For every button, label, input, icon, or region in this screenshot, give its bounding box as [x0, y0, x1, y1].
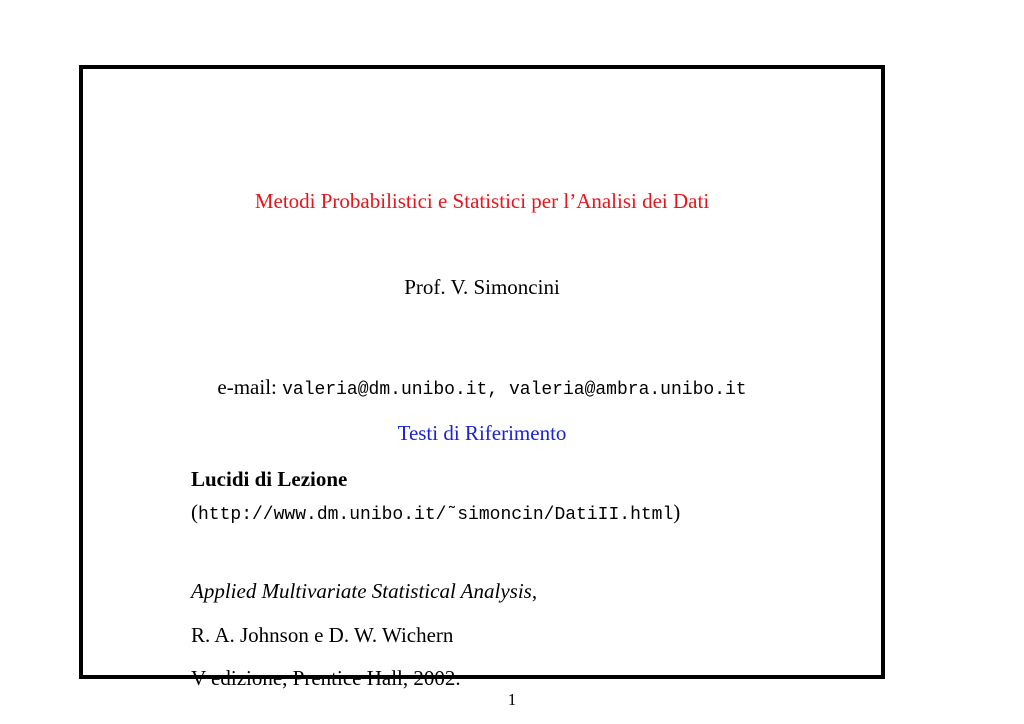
- professor-name: Prof. V. Simoncini: [404, 275, 560, 299]
- slide-frame: [79, 65, 885, 690]
- slide-title: Metodi Probabilistici e Statistici per l’Analisi dei Dati: [254, 189, 710, 213]
- url-close-paren: ): [673, 500, 681, 524]
- url-open-paren: (: [191, 500, 198, 524]
- book-title-line: [191, 579, 537, 603]
- lecture-notes-heading: Lucidi di Lezione: [191, 467, 348, 491]
- book-edition: V edizione, Prentice Hall, 2002.: [191, 666, 461, 690]
- lecture-notes-url-line: [191, 500, 680, 527]
- book-title: Applied Multivariate Statistical Analysis: [191, 579, 532, 603]
- book-title-suffix: ,: [531, 579, 538, 603]
- book-authors: R. A. Johnson e D. W. Wichern: [191, 623, 454, 647]
- email-label: e-mail:: [217, 375, 277, 399]
- references-heading: Testi di Riferimento: [397, 421, 567, 445]
- email-line: [83, 375, 881, 402]
- email-addresses: valeria@dm.unibo.it, valeria@ambra.unibo.it: [282, 380, 747, 400]
- lecture-notes-url: http://www.dm.unibo.it/˜simoncin/DatiII.html: [198, 505, 674, 525]
- page-number: 1: [507, 690, 517, 709]
